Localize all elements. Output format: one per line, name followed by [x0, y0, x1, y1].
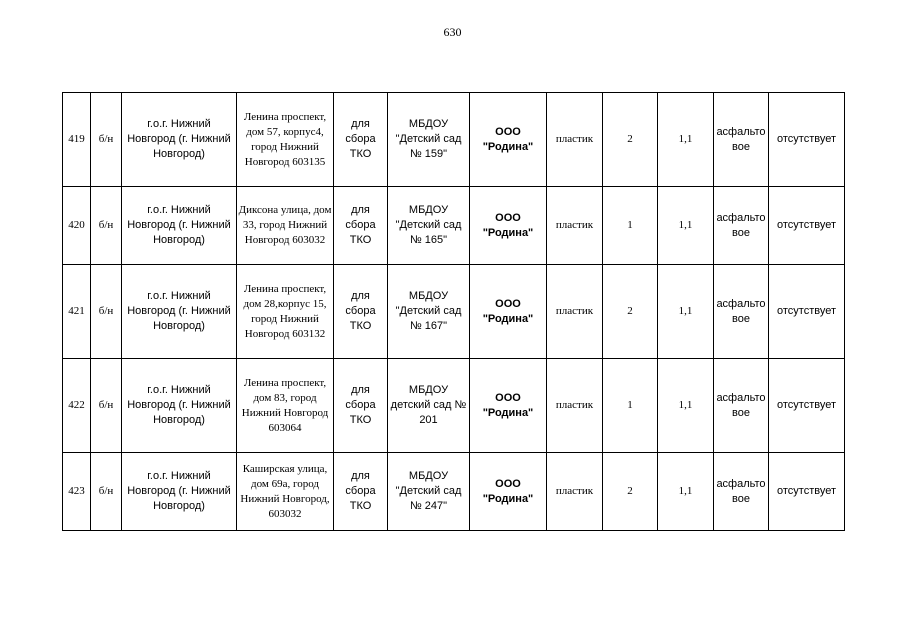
cell-owner: МБДОУ "Детский сад № 159" — [388, 93, 470, 187]
cell-number: 422 — [63, 359, 91, 453]
page-number: 630 — [443, 25, 462, 39]
table-row — [63, 187, 845, 265]
cell-reg: б/н — [91, 359, 122, 453]
cell-municipality: г.о.г. Нижний Новгород (г. Нижний Новгород) — [122, 359, 237, 453]
cell-owner: МБДОУ детский сад № 201 — [388, 359, 470, 453]
cell-owner: МБДОУ "Детский сад № 247" — [388, 453, 470, 531]
cell-surface: асфальтовое — [714, 453, 769, 531]
cell-operator: ООО "Родина" — [470, 265, 547, 359]
cell-operator: ООО "Родина" — [470, 359, 547, 453]
cell-operator: ООО "Родина" — [470, 93, 547, 187]
cell-volume: 1,1 — [658, 359, 714, 453]
table-row — [63, 359, 845, 453]
cell-municipality: г.о.г. Нижний Новгород (г. Нижний Новгород) — [122, 265, 237, 359]
cell-reg: б/н — [91, 265, 122, 359]
cell-municipality: г.о.г. Нижний Новгород (г. Нижний Новгород) — [122, 453, 237, 531]
cell-number: 419 — [63, 93, 91, 187]
cell-surface: асфальтовое — [714, 265, 769, 359]
cell-volume: 1,1 — [658, 93, 714, 187]
cell-operator: ООО "Родина" — [470, 187, 547, 265]
waste-sites-table — [62, 92, 845, 531]
cell-purpose: для сбора ТКО — [334, 453, 388, 531]
cell-purpose: для сбора ТКО — [334, 93, 388, 187]
cell-purpose: для сбора ТКО — [334, 265, 388, 359]
cell-material: пластик — [547, 93, 603, 187]
table-row — [63, 93, 845, 187]
cell-purpose: для сбора ТКО — [334, 359, 388, 453]
table-row — [63, 453, 845, 531]
cell-reg: б/н — [91, 187, 122, 265]
cell-material: пластик — [547, 359, 603, 453]
cell-material: пластик — [547, 187, 603, 265]
cell-municipality: г.о.г. Нижний Новгород (г. Нижний Новгород) — [122, 93, 237, 187]
cell-address: Ленина проспект, дом 57, корпус4, город Нижний Новгород 603135 — [237, 93, 334, 187]
cell-number: 420 — [63, 187, 91, 265]
cell-surface: асфальтовое — [714, 359, 769, 453]
cell-number: 421 — [63, 265, 91, 359]
cell-owner: МБДОУ "Детский сад № 165" — [388, 187, 470, 265]
cell-material: пластик — [547, 265, 603, 359]
cell-volume: 1,1 — [658, 265, 714, 359]
cell-reg: б/н — [91, 453, 122, 531]
cell-surface: асфальтовое — [714, 187, 769, 265]
cell-containers: 2 — [603, 265, 658, 359]
cell-fence: отсутствует — [769, 453, 845, 531]
table-row — [63, 265, 845, 359]
cell-address: Ленина проспект, дом 83, город Нижний Новгород 603064 — [237, 359, 334, 453]
cell-address: Ленина проспект, дом 28,корпус 15, город Нижний Новгород 603132 — [237, 265, 334, 359]
cell-surface: асфальтовое — [714, 93, 769, 187]
cell-fence: отсутствует — [769, 265, 845, 359]
cell-owner: МБДОУ "Детский сад № 167" — [388, 265, 470, 359]
cell-number: 423 — [63, 453, 91, 531]
cell-volume: 1,1 — [658, 187, 714, 265]
cell-address: Каширская улица, дом 69а, город Нижний Новгород, 603032 — [237, 453, 334, 531]
cell-containers: 1 — [603, 359, 658, 453]
cell-purpose: для сбора ТКО — [334, 187, 388, 265]
cell-address: Диксона улица, дом 33, город Нижний Новгород 603032 — [237, 187, 334, 265]
cell-operator: ООО "Родина" — [470, 453, 547, 531]
cell-containers: 2 — [603, 453, 658, 531]
cell-fence: отсутствует — [769, 187, 845, 265]
cell-fence: отсутствует — [769, 93, 845, 187]
cell-material: пластик — [547, 453, 603, 531]
cell-municipality: г.о.г. Нижний Новгород (г. Нижний Новгород) — [122, 187, 237, 265]
cell-containers: 2 — [603, 93, 658, 187]
cell-fence: отсутствует — [769, 359, 845, 453]
cell-volume: 1,1 — [658, 453, 714, 531]
cell-reg: б/н — [91, 93, 122, 187]
cell-containers: 1 — [603, 187, 658, 265]
